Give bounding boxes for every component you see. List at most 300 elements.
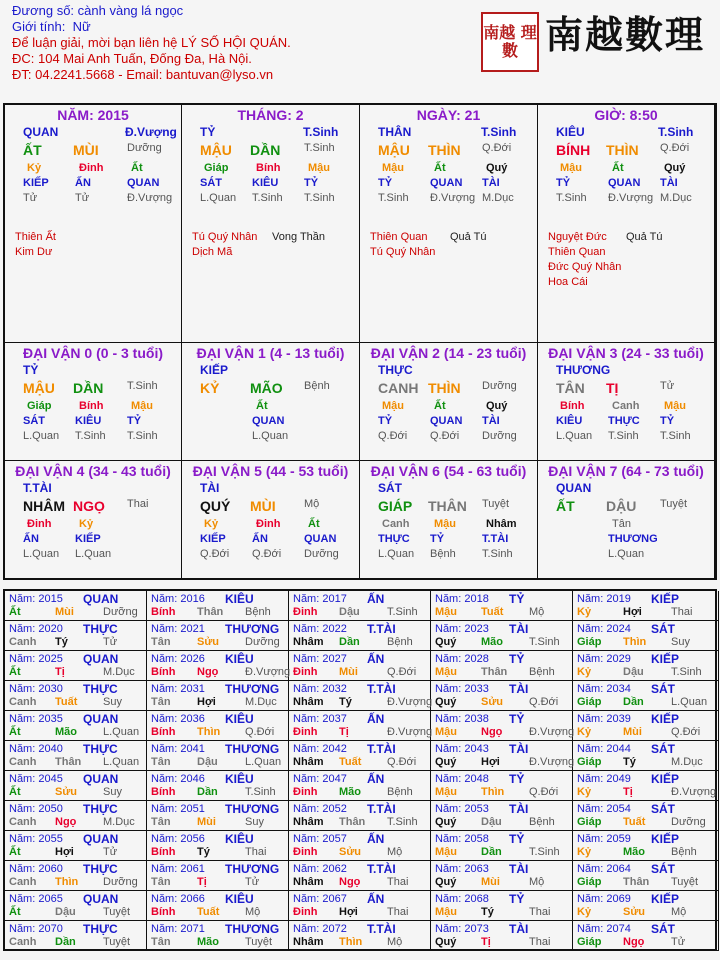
dayun-title: ĐẠI VẬN 7 (64 - 73 tuổi) xyxy=(548,463,704,479)
year-branch: Mùi xyxy=(339,666,358,678)
year-cell[interactable] xyxy=(147,771,289,801)
year-cell[interactable] xyxy=(573,801,719,831)
year-branch: Mão xyxy=(481,636,503,648)
year-ten-god: ẤN xyxy=(367,832,385,846)
star-note: Quả Tú xyxy=(450,231,487,243)
year-stage: Thai xyxy=(529,906,551,918)
year-label: Năm: 2036 xyxy=(151,713,205,725)
year-stage: Dưỡng xyxy=(103,606,138,618)
year-cell[interactable] xyxy=(573,921,719,951)
star-note: Kim Dư xyxy=(15,246,53,258)
hidden-stem: Kỷ xyxy=(27,162,42,174)
year-ten-god: THƯƠNG xyxy=(225,622,280,636)
year-cell[interactable] xyxy=(573,711,719,741)
year-stage: Tuyệt xyxy=(671,876,699,888)
year-stage: Tử xyxy=(103,636,118,648)
year-stage: Đ.Vượng xyxy=(529,756,575,768)
year-label: Năm: 2046 xyxy=(151,773,205,785)
year-label: Năm: 2019 xyxy=(577,593,631,605)
year-value: 2048 xyxy=(464,773,489,785)
year-cell[interactable] xyxy=(431,681,573,711)
year-branch: Dậu xyxy=(55,906,76,918)
year-ten-god: SÁT xyxy=(651,682,675,696)
year-stage: Tuyệt xyxy=(103,936,131,948)
year-cell[interactable] xyxy=(147,921,289,951)
hidden-stem: Đinh xyxy=(256,518,281,530)
year-value: 2030 xyxy=(38,683,63,695)
ten-god-stem: KIÊU xyxy=(556,125,585,139)
year-label: Năm: 2034 xyxy=(577,683,631,695)
year-stem: Giáp xyxy=(577,756,602,768)
hidden-stem: Đinh xyxy=(27,518,52,530)
year-cell[interactable] xyxy=(573,681,719,711)
year-cell[interactable] xyxy=(289,771,431,801)
year-branch: Hợi xyxy=(481,756,500,768)
hidden-god: QUAN xyxy=(127,177,160,189)
year-cell[interactable] xyxy=(431,711,573,741)
heavenly-stem: MẬU xyxy=(378,142,410,158)
earthly-branch: MÙI xyxy=(73,142,99,158)
year-ten-god: TÀI xyxy=(509,622,529,636)
year-ten-god: KIÊU xyxy=(225,592,254,606)
year-cell[interactable] xyxy=(5,921,147,951)
year-label: Năm: 2030 xyxy=(9,683,63,695)
year-label: Năm: 2038 xyxy=(435,713,489,725)
year-stem: Quý xyxy=(435,756,457,768)
year-branch: Thìn xyxy=(623,636,647,648)
ten-god-stem: T.TÀI xyxy=(23,481,52,495)
year-label: Năm: 2073 xyxy=(435,923,489,935)
year-value: 2067 xyxy=(322,893,347,905)
year-cell[interactable] xyxy=(289,711,431,741)
year-cell[interactable] xyxy=(431,621,573,651)
year-value: 2041 xyxy=(180,743,205,755)
stem-branch-row xyxy=(5,498,181,518)
year-cell[interactable] xyxy=(289,621,431,651)
hidden-stem: Mậu xyxy=(382,400,404,412)
year-stage: Q.Đới xyxy=(387,756,417,768)
year-cell[interactable] xyxy=(147,711,289,741)
year-label: Năm: 2054 xyxy=(577,803,631,815)
year-cell[interactable] xyxy=(289,891,431,921)
hidden-god: QUAN xyxy=(608,177,641,189)
earthly-branch: THÌN xyxy=(428,142,461,158)
year-stage: Dưỡng xyxy=(245,636,280,648)
year-label: Năm: 2028 xyxy=(435,653,489,665)
year-ten-god: TÀI xyxy=(509,682,529,696)
hidden-stem: Kỷ xyxy=(204,518,219,530)
year-value: 2051 xyxy=(180,803,205,815)
year-cell[interactable] xyxy=(5,621,147,651)
year-value: 2018 xyxy=(464,593,489,605)
year-label: Năm: 2016 xyxy=(151,593,205,605)
hidden-god: TỶ xyxy=(430,533,445,545)
pillar-title: NĂM: 2015 xyxy=(57,107,129,123)
year-stem: Ất xyxy=(9,846,21,858)
hidden-stage: T.Sinh xyxy=(556,192,587,204)
year-cell[interactable] xyxy=(289,801,431,831)
year-ten-god: T.TÀI xyxy=(367,622,396,636)
hidden-stages-row xyxy=(360,430,537,445)
year-stem: Canh xyxy=(9,816,37,828)
year-ten-god: QUAN xyxy=(83,592,119,606)
hidden-stage: L.Quan xyxy=(378,548,415,560)
year-label: Năm: 2065 xyxy=(9,893,63,905)
year-cell[interactable] xyxy=(5,831,147,861)
year-cell[interactable] xyxy=(431,921,573,951)
life-stage: Tuyệt xyxy=(660,498,688,510)
year-ten-god: TỶ xyxy=(509,592,525,606)
year-branch: Ngọ xyxy=(55,816,77,828)
year-stage: M.Dục xyxy=(245,696,277,708)
year-cell[interactable] xyxy=(147,681,289,711)
year-label: Năm: 2072 xyxy=(293,923,347,935)
year-cell[interactable] xyxy=(5,591,147,621)
ten-god-stem: THÂN xyxy=(378,125,412,139)
year-cell[interactable] xyxy=(431,591,573,621)
year-cell[interactable] xyxy=(289,861,431,891)
year-label: Năm: 2021 xyxy=(151,623,205,635)
year-value: 2047 xyxy=(322,773,347,785)
year-stem: Giáp xyxy=(577,696,602,708)
year-stage: Q.Đới xyxy=(671,726,701,738)
stage-label: Đ.Vượng xyxy=(125,125,177,139)
year-stage: Thai xyxy=(387,906,409,918)
year-value: 2053 xyxy=(464,803,489,815)
year-stem: Nhâm xyxy=(293,636,324,648)
year-label: Năm: 2032 xyxy=(293,683,347,695)
year-cell[interactable] xyxy=(573,891,719,921)
hidden-stage: L.Quan xyxy=(556,430,593,442)
year-cell[interactable] xyxy=(573,771,719,801)
hidden-stage: T.Sinh xyxy=(608,430,639,442)
year-value: 2049 xyxy=(606,773,631,785)
year-value: 2059 xyxy=(606,833,631,845)
hidden-stem: Quý xyxy=(486,400,508,412)
hidden-god: TỶ xyxy=(127,415,142,427)
year-cell[interactable] xyxy=(147,891,289,921)
ten-god-row xyxy=(360,363,537,380)
year-stem: Quý xyxy=(435,936,457,948)
year-value: 2061 xyxy=(180,863,205,875)
year-branch: Mùi xyxy=(55,606,74,618)
hidden-stem: Mậu xyxy=(560,162,582,174)
hidden-stem: Đinh xyxy=(79,162,104,174)
stem-branch-row xyxy=(538,142,714,162)
hidden-god: T.TÀI xyxy=(482,533,509,545)
year-stage: Dưỡng xyxy=(671,816,706,828)
year-stem: Quý xyxy=(435,816,457,828)
year-label: Năm: 2062 xyxy=(293,863,347,875)
ten-god-stem: QUAN xyxy=(23,125,59,139)
year-stem: Ất xyxy=(9,906,21,918)
year-branch: Tị xyxy=(481,936,491,948)
year-stage: Tử xyxy=(671,936,686,948)
year-cell[interactable] xyxy=(5,651,147,681)
year-ten-god: QUAN xyxy=(83,772,119,786)
year-branch: Thân xyxy=(623,876,650,888)
year-value: 2015 xyxy=(38,593,63,605)
stem-branch-row xyxy=(5,380,181,400)
year-branch: Dần xyxy=(339,636,360,648)
year-ten-god: SÁT xyxy=(651,622,675,636)
year-stem: Kỷ xyxy=(577,726,592,738)
hidden-stage: L.Quan xyxy=(252,430,289,442)
life-stage: Q.Đới xyxy=(482,142,512,154)
year-label: Năm: 2020 xyxy=(9,623,63,635)
year-branch: Tuất xyxy=(481,606,504,618)
hidden-stem: Ất xyxy=(434,162,446,174)
year-stage: L.Quan xyxy=(671,696,708,708)
year-cell[interactable] xyxy=(289,741,431,771)
year-branch: Ngọ xyxy=(481,726,503,738)
year-ten-god: THỰC xyxy=(83,682,118,696)
year-stem: Đinh xyxy=(293,726,318,738)
year-stem: Bính xyxy=(151,846,176,858)
year-value: 2034 xyxy=(606,683,631,695)
hidden-god: KIẾP xyxy=(200,533,226,545)
year-cell[interactable] xyxy=(431,831,573,861)
year-value: 2019 xyxy=(606,593,631,605)
year-branch: Tý xyxy=(623,756,636,768)
year-branch: Sửu xyxy=(481,696,504,708)
hidden-stem: Canh xyxy=(612,400,640,412)
year-label: Năm: 2050 xyxy=(9,803,63,815)
hidden-stage: Q.Đới xyxy=(200,548,230,560)
hidden-god: TÀI xyxy=(482,177,500,189)
pillar-title: THÁNG: 2 xyxy=(237,107,304,123)
year-label: Năm: 2039 xyxy=(577,713,631,725)
year-stage: L.Quan xyxy=(103,756,140,768)
year-stage: L.Quan xyxy=(245,756,282,768)
year-branch: Thìn xyxy=(481,786,505,798)
year-branch: Tý xyxy=(339,696,352,708)
year-stage: Tuyệt xyxy=(245,936,273,948)
year-stage: Mộ xyxy=(245,906,261,918)
year-stage: T.Sinh xyxy=(671,666,702,678)
year-label: Năm: 2027 xyxy=(293,653,347,665)
hidden-stems-row xyxy=(182,400,359,415)
year-label: Năm: 2061 xyxy=(151,863,205,875)
year-cell[interactable] xyxy=(147,621,289,651)
year-cell[interactable] xyxy=(147,861,289,891)
hidden-stem: Tân xyxy=(612,518,631,530)
year-label: Năm: 2026 xyxy=(151,653,205,665)
hidden-god: ẤN xyxy=(75,177,91,189)
year-cell[interactable] xyxy=(289,921,431,951)
year-branch: Tị xyxy=(55,666,65,678)
year-stem: Đinh xyxy=(293,786,318,798)
year-stem: Nhâm xyxy=(293,696,324,708)
year-ten-god: THƯƠNG xyxy=(225,682,280,696)
year-label: Năm: 2042 xyxy=(293,743,347,755)
year-ten-god: THƯƠNG xyxy=(225,922,280,936)
year-branch: Dậu xyxy=(197,756,218,768)
dayun-title: ĐẠI VẬN 0 (0 - 3 tuổi) xyxy=(22,345,163,361)
hidden-god: QUAN xyxy=(430,415,463,427)
year-cell[interactable] xyxy=(147,591,289,621)
hidden-gods-row xyxy=(538,415,714,430)
year-cell[interactable] xyxy=(5,801,147,831)
year-stem: Giáp xyxy=(577,876,602,888)
year-ten-god: TỶ xyxy=(509,712,525,726)
year-value: 2033 xyxy=(464,683,489,695)
year-label: Năm: 2056 xyxy=(151,833,205,845)
year-stage: Dưỡng xyxy=(103,876,138,888)
year-cell[interactable] xyxy=(147,741,289,771)
year-value: 2060 xyxy=(38,863,63,875)
year-value: 2050 xyxy=(38,803,63,815)
year-value: 2058 xyxy=(464,833,489,845)
hidden-stems-row xyxy=(538,162,714,177)
hidden-stages-row xyxy=(538,548,714,563)
year-cell[interactable] xyxy=(431,771,573,801)
star-note: Thiên Ất xyxy=(15,231,56,243)
year-cell[interactable] xyxy=(573,741,719,771)
year-cell[interactable] xyxy=(431,651,573,681)
star-note: Hoa Cái xyxy=(548,276,588,288)
star-note: Tú Quý Nhân xyxy=(192,231,258,243)
year-cell[interactable] xyxy=(5,681,147,711)
pillar-title: GIỜ: 8:50 xyxy=(594,107,658,123)
year-label: Năm: 2066 xyxy=(151,893,205,905)
ten-god-row xyxy=(182,125,359,142)
year-stem: Nhâm xyxy=(293,756,324,768)
year-cell[interactable] xyxy=(573,831,719,861)
hidden-stems-row xyxy=(360,162,537,177)
year-cell[interactable] xyxy=(5,711,147,741)
hidden-stems-row xyxy=(182,518,359,533)
year-stem: Kỷ xyxy=(577,606,592,618)
star-note: Vong Thần xyxy=(272,231,326,243)
year-cell[interactable] xyxy=(147,651,289,681)
year-stage: Suy xyxy=(103,786,122,798)
year-stage: Bệnh xyxy=(387,786,413,798)
year-branch: Tý xyxy=(197,846,210,858)
year-cell[interactable] xyxy=(147,801,289,831)
hidden-stems-row xyxy=(5,400,181,415)
year-cell[interactable] xyxy=(431,861,573,891)
heavenly-stem: NHÂM xyxy=(23,498,65,514)
year-label: Năm: 2044 xyxy=(577,743,631,755)
earthly-branch: THÌN xyxy=(428,380,461,396)
stage-label: T.Sinh xyxy=(481,125,517,139)
year-label: Năm: 2069 xyxy=(577,893,631,905)
ten-god-row xyxy=(5,125,181,142)
year-stem: Quý xyxy=(435,636,457,648)
year-stem: Kỷ xyxy=(577,846,592,858)
year-branch: Mão xyxy=(197,936,219,948)
year-value: 2043 xyxy=(464,743,489,755)
year-cell[interactable] xyxy=(289,591,431,621)
dayun-title: ĐẠI VẬN 1 (4 - 13 tuổi) xyxy=(196,345,345,361)
year-ten-god: TỶ xyxy=(509,772,525,786)
year-ten-god: SÁT xyxy=(651,922,675,936)
hidden-stages-row xyxy=(360,548,537,563)
year-cell[interactable] xyxy=(5,771,147,801)
year-ten-god: T.TÀI xyxy=(367,742,396,756)
hidden-stages-row xyxy=(5,430,181,445)
hidden-god: QUAN xyxy=(304,533,337,545)
year-cell[interactable] xyxy=(289,831,431,861)
year-ten-god: SÁT xyxy=(651,802,675,816)
year-cell[interactable] xyxy=(573,621,719,651)
year-cell[interactable] xyxy=(289,651,431,681)
year-stage: L.Quan xyxy=(103,726,140,738)
year-ten-god: KIÊU xyxy=(225,892,254,906)
phone-email-line[interactable]: ĐT: 04.2241.5668 - Email: bantuvan@lyso.vn xyxy=(12,67,274,82)
year-label: Năm: 2035 xyxy=(9,713,63,725)
year-cell[interactable] xyxy=(289,681,431,711)
year-stage: T.Sinh xyxy=(245,786,276,798)
hidden-god: THỰC xyxy=(608,415,640,427)
year-stage: Đ.Vượng xyxy=(387,696,433,708)
seal-stamp: 南越 理數 xyxy=(481,12,539,72)
year-ten-god: KIÊU xyxy=(225,832,254,846)
year-branch: Dần xyxy=(481,846,502,858)
year-stem: Ất xyxy=(9,666,21,678)
year-cell[interactable] xyxy=(431,741,573,771)
hidden-stage: L.Quan xyxy=(200,192,237,204)
year-label: Năm: 2017 xyxy=(293,593,347,605)
year-cell[interactable] xyxy=(573,861,719,891)
year-cell[interactable] xyxy=(5,891,147,921)
year-cell[interactable] xyxy=(573,651,719,681)
year-ten-god: THỰC xyxy=(83,862,118,876)
heavenly-stem: ẤT xyxy=(23,142,42,158)
year-value: 2044 xyxy=(606,743,631,755)
pillar-cell xyxy=(360,105,538,343)
year-cell[interactable] xyxy=(5,861,147,891)
year-stem: Kỷ xyxy=(577,666,592,678)
year-stem: Giáp xyxy=(577,636,602,648)
pillar-cell xyxy=(5,105,182,343)
year-cell[interactable] xyxy=(147,831,289,861)
year-ten-god: TỶ xyxy=(509,652,525,666)
year-cell[interactable] xyxy=(431,891,573,921)
year-value: 2025 xyxy=(38,653,63,665)
ten-god-stem: THỰC xyxy=(378,363,413,377)
dayun-title: ĐẠI VẬN 3 (24 - 33 tuổi) xyxy=(548,345,704,361)
hidden-god: TỶ xyxy=(304,177,319,189)
hidden-stage: Tử xyxy=(75,192,90,204)
hidden-stem: Quý xyxy=(664,162,686,174)
hidden-stem: Ất xyxy=(308,518,320,530)
stage-label: T.Sinh xyxy=(658,125,694,139)
hidden-stages-row xyxy=(360,192,537,207)
year-cell[interactable] xyxy=(573,591,719,621)
year-ten-god: THƯƠNG xyxy=(225,802,280,816)
life-stage: T.Sinh xyxy=(304,142,335,154)
year-stage: Tử xyxy=(245,876,260,888)
dayun-cell xyxy=(538,343,715,461)
year-stage: Bệnh xyxy=(387,636,413,648)
earthly-branch: TỊ xyxy=(606,380,619,396)
hidden-stages-row xyxy=(182,548,359,563)
stem-branch-row xyxy=(360,142,537,162)
year-ten-god: ẤN xyxy=(367,652,385,666)
year-value: 2057 xyxy=(322,833,347,845)
pillar-grid xyxy=(3,103,717,580)
year-branch: Tý xyxy=(55,636,68,648)
year-label: Năm: 2063 xyxy=(435,863,489,875)
year-value: 2046 xyxy=(180,773,205,785)
year-stem: Giáp xyxy=(577,816,602,828)
year-cell[interactable] xyxy=(5,741,147,771)
year-cell[interactable] xyxy=(431,801,573,831)
year-stage: Mộ xyxy=(529,606,545,618)
ten-god-row xyxy=(360,481,537,498)
